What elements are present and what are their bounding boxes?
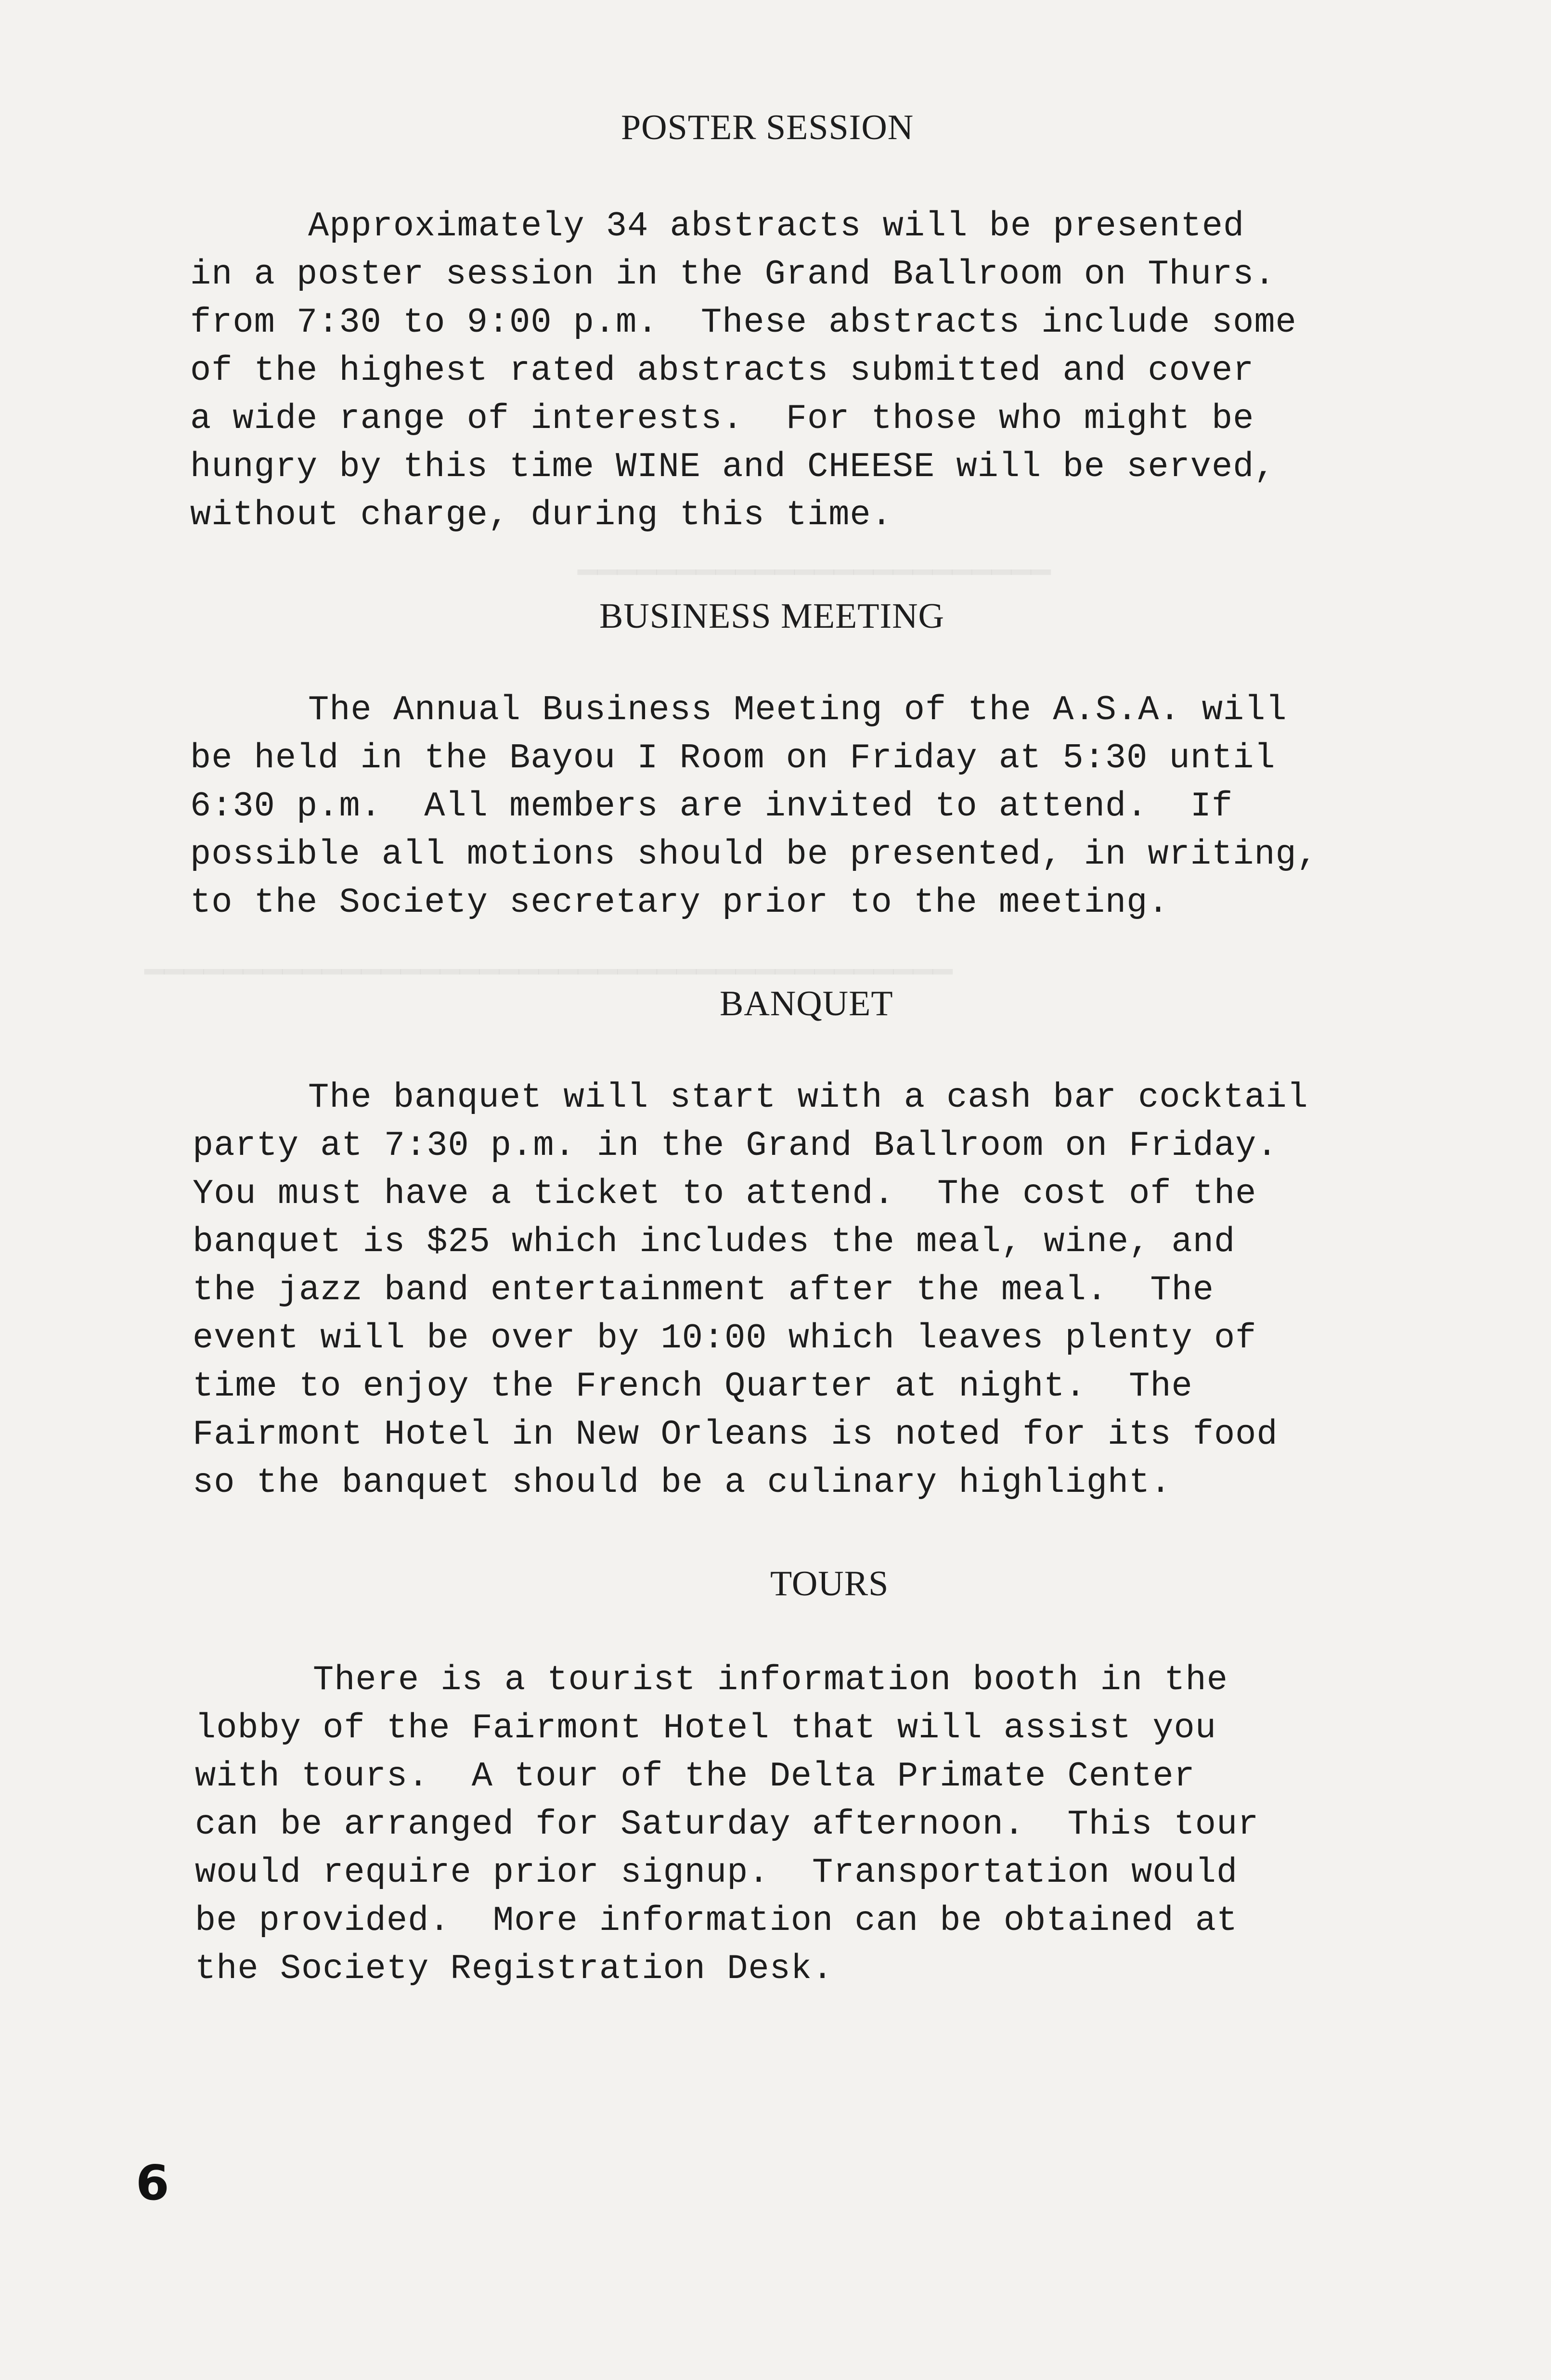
body-line: 6:30 p.m. All members are invited to attend. If [190,787,1233,826]
body-line: hungry by this time WINE and CHEESE will be served, [190,447,1276,487]
body-line: lobby of the Fairmont Hotel that will assist you [195,1708,1216,1748]
body-line: of the highest rated abstracts submitted and cover [190,351,1254,390]
body-line: would require prior signup. Transportation would [195,1853,1238,1892]
body-line: You must have a ticket to attend. The cost of the [193,1174,1257,1214]
body-line: the Society Registration Desk. [195,1949,834,1989]
body-line: so the banquet should be a culinary highlight. [193,1463,1172,1502]
body-line: There is a tourist information booth in the [313,1660,1228,1700]
body-line: be held in the Bayou I Room on Friday at 5:30 until [190,738,1276,778]
body-line: possible all motions should be presented, in writing, [190,835,1318,874]
bleed-through-texture: ━━━━━━━━━━━━━━━━━━━━━━━━━━━━━━━━━━━━━━━━━ [144,956,953,993]
section-heading-poster-session: POSTER SESSION [621,108,914,147]
body-line: Fairmont Hotel in New Orleans is noted for its food [193,1415,1278,1454]
body-line: The banquet will start with a cash bar cocktail [308,1078,1308,1117]
body-line: event will be over by 10:00 which leaves plenty of [193,1319,1257,1358]
page-number: 6 [136,2155,169,2211]
body-line: time to enjoy the French Quarter at night. The [193,1367,1193,1406]
bleed-through-texture: ━━━━━━━━━━━━━━━━━━━━━━━━ [578,556,1051,594]
body-line: from 7:30 to 9:00 p.m. These abstracts include some [190,303,1297,342]
body-line: a wide range of interests. For those who might be [190,399,1254,439]
body-line: in a poster session in the Grand Ballroom on Thurs. [190,255,1276,294]
body-line: with tours. A tour of the Delta Primate Center [195,1757,1195,1796]
body-line: the jazz band entertainment after the meal. The [193,1270,1214,1310]
body-line: party at 7:30 p.m. in the Grand Ballroom on Friday. [193,1126,1278,1165]
section-heading-business-meeting: BUSINESS MEETING [599,596,944,636]
body-line: without charge, during this time. [190,495,892,535]
body-line: banquet is $25 which includes the meal, wine, and [193,1222,1236,1262]
body-line: be provided. More information can be obtained at [195,1901,1238,1940]
body-line: Approximately 34 abstracts will be presented [308,207,1245,246]
section-heading-tours: TOURS [770,1564,889,1604]
section-heading-banquet: BANQUET [720,984,893,1023]
body-line: can be arranged for Saturday afternoon. This tour [195,1805,1259,1844]
body-line: The Annual Business Meeting of the A.S.A. will [308,690,1287,730]
body-line: to the Society secretary prior to the meeting. [190,883,1169,922]
